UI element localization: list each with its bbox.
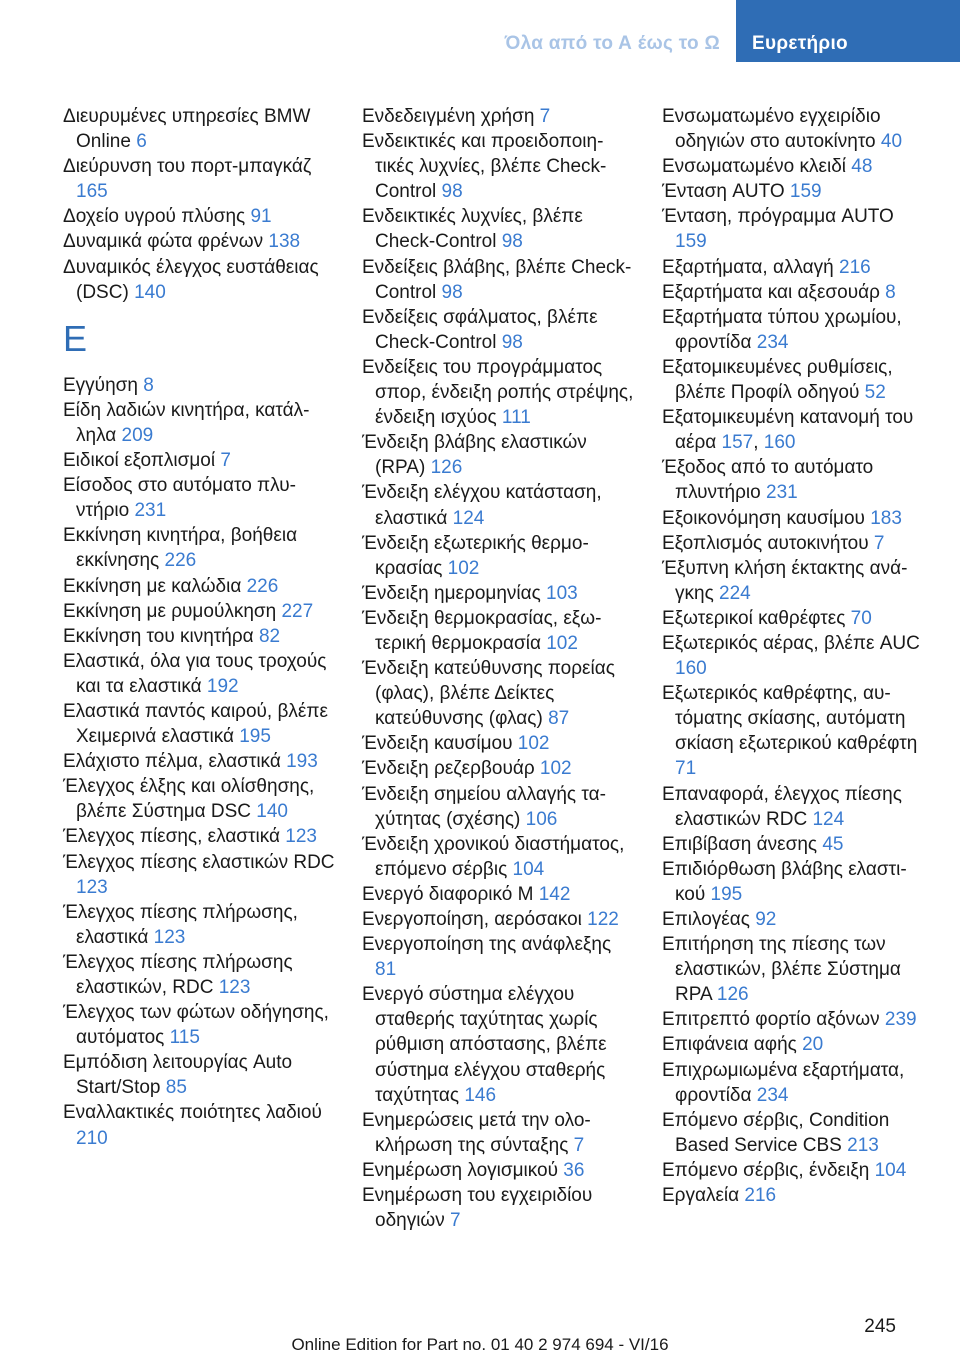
entry-text: Ειδικοί εξοπλισμοί xyxy=(63,450,221,472)
page-link[interactable]: 142 xyxy=(538,883,571,905)
page-link[interactable]: 7 xyxy=(539,106,551,127)
entry-text: Ενδείξεις σφάλματος, βλέπε Check-Control xyxy=(362,306,598,353)
index-entry xyxy=(362,731,634,756)
page-link[interactable]: 123 xyxy=(218,977,251,998)
page-link[interactable]: 140 xyxy=(134,281,166,303)
entry-text: Δυναμικός έλεγχος ευστάθειας (DSC) xyxy=(63,256,319,303)
entry-text: Ελάχιστο πέλμα, ελαστικά xyxy=(63,751,287,773)
entry-text: Εξωτερικοί καθρέφτες xyxy=(662,607,851,629)
entry-text: Ενεργό σύστημα ελέγχου σταθερής ταχύτητας χωρίς ρύθμιση απόστασης, βλέπε σύστημα ελέγχου σταθερής ταχύτητας xyxy=(362,984,607,1106)
page-link[interactable]: 40 xyxy=(880,131,903,153)
entry-text: Εκκίνηση με ρυμούλκηση xyxy=(63,600,282,622)
page-link[interactable]: 123 xyxy=(153,926,186,948)
page-link[interactable]: 71 xyxy=(675,758,697,780)
index-entry xyxy=(662,631,926,681)
entry-text: Επιφάνεια αφής xyxy=(662,1034,803,1056)
entry-text: Ενεργό διαφορικό M xyxy=(362,883,539,905)
index-entry xyxy=(63,574,335,599)
page-link[interactable]: 195 xyxy=(710,883,743,905)
page-link[interactable]: 193 xyxy=(286,751,318,773)
index-entry xyxy=(662,832,926,857)
index-entry xyxy=(362,656,634,731)
page-link[interactable]: 98 xyxy=(441,181,463,203)
entry-text: Εγγύηση xyxy=(63,374,144,396)
index-entry xyxy=(662,782,926,832)
page-link[interactable]: 82 xyxy=(258,625,281,647)
entry-text: Επιδιόρθωση βλάβης ελαστικού xyxy=(662,858,907,905)
page-link[interactable]: 159 xyxy=(675,231,707,253)
page-link[interactable]: 70 xyxy=(850,607,872,629)
entry-text: Ενημέρωση λογισμικού xyxy=(362,1159,564,1181)
index-entry xyxy=(662,1058,926,1108)
index-entry xyxy=(662,1032,926,1057)
index-entry xyxy=(63,774,335,824)
page-link[interactable]: 8 xyxy=(143,374,154,396)
page-link[interactable]: 102 xyxy=(447,557,480,579)
index-entry xyxy=(662,255,926,280)
index-entry xyxy=(63,473,335,523)
entry-text: Ενσωματωμένο εγχειρίδιο οδηγιών στο αυτοκίνητο xyxy=(662,106,881,153)
entry-text: Ελαστικά, όλα για τους τροχούς και τα ελαστικά xyxy=(63,650,327,697)
page-link[interactable]: 216 xyxy=(744,1185,777,1207)
page-link[interactable]: 192 xyxy=(206,675,239,697)
letter-heading: Ε xyxy=(63,317,88,359)
entry-text: Εξατομικευμένες ρυθμίσεις, βλέπε Προφίλ οδηγού xyxy=(662,356,893,404)
page-link[interactable]: 140 xyxy=(256,801,288,823)
index-entry xyxy=(662,531,926,556)
page-link[interactable]: 123 xyxy=(285,826,317,848)
entry-text: Επιτρεπτό φορτίο αξόνων xyxy=(662,1009,885,1031)
entry-text: Δοχείο υγρού πλύσης xyxy=(63,206,251,228)
page-link[interactable]: 126 xyxy=(716,984,749,1006)
index-entry xyxy=(662,857,926,907)
page-link[interactable]: 165 xyxy=(76,181,108,203)
page-link[interactable]: 183 xyxy=(870,507,902,529)
index-entry xyxy=(662,355,926,405)
entry-text: Επιλογέας xyxy=(662,909,756,930)
entry-text: Εξοικονόμηση καυσίμου xyxy=(662,507,871,529)
page-link[interactable]: 91 xyxy=(250,206,272,228)
page-link[interactable]: 8 xyxy=(885,281,896,303)
index-entry xyxy=(362,932,634,982)
entries-before xyxy=(63,104,335,305)
entry-text: Ένδειξη κατεύθυνσης πορείας (φλας), βλέπε Δείκτες κατεύθυνσης (φλας) xyxy=(362,658,615,730)
index-entry xyxy=(63,599,335,624)
page-link[interactable]: 224 xyxy=(719,582,751,604)
index-entry xyxy=(63,523,335,573)
index-entry xyxy=(63,373,335,398)
page-link[interactable]: 239 xyxy=(884,1009,917,1031)
index-entry xyxy=(362,104,634,129)
index-entry xyxy=(362,1158,634,1183)
index-entry xyxy=(362,129,634,204)
index-entry xyxy=(63,749,335,774)
entry-text: Εξωτερικός καθρέφτης, αυτόματης σκίασης, αυτόματη σκίαση εξωτερικού καθρέφτη xyxy=(662,683,918,755)
entry-text: Επιτήρηση της πίεσης των ελαστικών, βλέπε Σύστημα RPA xyxy=(662,934,901,1006)
page-link[interactable]: 20 xyxy=(802,1034,824,1056)
entry-text: Ένδειξη βλάβης ελαστικών (RPA) xyxy=(362,432,587,479)
page-link[interactable]: 210 xyxy=(76,1127,108,1149)
index-entry xyxy=(63,229,335,254)
index-entry xyxy=(63,824,335,849)
entry-text: Εκκίνηση με καλώδια xyxy=(63,575,247,597)
index-entry xyxy=(63,624,335,649)
entry-text: Έξυπνη κλήση έκτακτης ανάγκης xyxy=(662,557,908,604)
entry-text: Ενεργοποίηση της ανάφλεξης xyxy=(362,934,612,956)
index-entry xyxy=(662,907,926,932)
entry-text: Ενημερώσεις μετά την ολοκλήρωση της σύνταξης xyxy=(362,1109,591,1156)
entry-text: Επιχρωμιωμένα εξαρτήματα, φροντίδα xyxy=(662,1059,905,1106)
page-link[interactable]: 85 xyxy=(165,1077,187,1099)
index-entry xyxy=(63,1000,335,1050)
entry-text: Δυναμικά φώτα φρένων xyxy=(63,231,269,253)
index-entry xyxy=(362,430,634,480)
page-link[interactable]: 36 xyxy=(563,1159,585,1181)
index-entry xyxy=(362,982,634,1107)
entry-text: Ενδεικτικές και προειδοποιητικές λυχνίες, βλέπε Check-Control xyxy=(362,131,607,203)
index-tab[interactable]: Ευρετήριο xyxy=(736,0,960,62)
entry-text: Ένδειξη σημείου αλλαγής ταχύτητας (σχέσης) xyxy=(362,783,606,830)
page-link[interactable]: 7 xyxy=(873,532,885,554)
index-entry xyxy=(63,950,335,1000)
entry-text: Ενδεικτικές λυχνίες, βλέπε Check-Control xyxy=(362,206,583,253)
index-entry xyxy=(362,581,634,606)
entry-text: Ενσωματωμένο κλειδί xyxy=(662,156,852,178)
entry-text: Εμπόδιση λειτουργίας Auto Start/Stop xyxy=(63,1052,293,1099)
entry-text: Εξατομικευμένη κατανομή του αέρα xyxy=(662,407,914,454)
page-link[interactable]: 123 xyxy=(76,876,108,898)
index-entry xyxy=(662,455,926,505)
page-header xyxy=(0,0,960,62)
index-column-1 xyxy=(63,104,335,1151)
page-link[interactable]: 102 xyxy=(517,733,550,755)
entry-text: Ενεργοποίηση, αερόσακοι xyxy=(362,909,588,930)
index-entry xyxy=(362,907,634,932)
index-entry xyxy=(662,305,926,355)
page-link[interactable]: 103 xyxy=(546,582,578,604)
index-entry xyxy=(362,204,634,254)
index-entry xyxy=(63,204,335,229)
entry-text: Ένδειξη καυσίμου xyxy=(362,733,518,755)
index-entry xyxy=(662,932,926,1007)
entry-text: Έλεγχος πίεσης ελαστικών RDC xyxy=(63,851,335,873)
page-link[interactable]: 209 xyxy=(121,424,154,446)
entry-text: Εξαρτήματα, αλλαγή xyxy=(662,256,840,278)
page-link[interactable]: 7 xyxy=(220,450,231,472)
index-entry xyxy=(362,480,634,530)
page-link[interactable]: 160 xyxy=(763,432,796,454)
index-entry xyxy=(362,1108,634,1158)
index-column-3 xyxy=(662,104,926,1208)
page-link[interactable]: 104 xyxy=(874,1159,907,1181)
page-link[interactable]: 146 xyxy=(464,1084,497,1106)
page-link[interactable]: 102 xyxy=(546,632,578,654)
page-link[interactable]: 160 xyxy=(675,658,707,680)
page-link[interactable]: 45 xyxy=(822,833,844,855)
index-entry xyxy=(63,255,335,305)
entry-text: Εξοπλισμός αυτοκινήτου xyxy=(662,532,874,554)
index-entry xyxy=(662,179,926,204)
index-entry xyxy=(362,355,634,430)
page-link[interactable]: 7 xyxy=(450,1210,461,1232)
index-entry xyxy=(662,1158,926,1183)
page-link[interactable]: 122 xyxy=(587,909,619,930)
index-entry xyxy=(63,649,335,699)
entry-text: Εκκίνηση κινητήρα, βοήθεια εκκίνησης xyxy=(63,525,298,572)
index-entry xyxy=(662,556,926,606)
entry-text: Ενδείξεις του προγράμματος σπορ, ένδειξη ροπής στρέψης, ένδειξη ισχύος xyxy=(362,356,634,429)
index-entry xyxy=(362,305,634,355)
index-entry xyxy=(662,606,926,631)
page-link[interactable]: 226 xyxy=(246,575,279,597)
index-entry xyxy=(63,1100,335,1150)
page-link[interactable]: 126 xyxy=(430,457,463,479)
index-entry xyxy=(662,1183,926,1208)
page-link[interactable]: 216 xyxy=(839,256,871,278)
page-link[interactable]: 159 xyxy=(789,181,822,203)
entry-text: Επιβίβαση άνεσης xyxy=(662,833,823,855)
entry-text: Διευρυμένες υπηρεσίες BMW Online xyxy=(63,106,311,153)
page-link[interactable]: 226 xyxy=(164,550,197,572)
index-entry xyxy=(362,782,634,832)
entry-text: Εργαλεία xyxy=(662,1185,745,1207)
entry-text: Εκκίνηση του κινητήρα xyxy=(63,625,259,647)
entry-text: Εξαρτήματα και αξεσουάρ xyxy=(662,281,886,303)
page-link[interactable]: 231 xyxy=(134,500,167,522)
page-link[interactable]: 98 xyxy=(501,331,523,353)
entries xyxy=(362,104,634,1233)
page-link[interactable]: 231 xyxy=(766,482,798,504)
page-link[interactable]: 157 xyxy=(721,432,754,454)
entry-text: Επαναφορά, έλεγχος πίεσης ελαστικών RDC xyxy=(662,783,902,830)
entry-text: Έξοδος από το αυτόματο πλυντήριο xyxy=(662,457,874,504)
entry-text: Έλεγχος πίεσης πλήρωσης ελαστικών, RDC xyxy=(63,951,293,998)
index-entry xyxy=(662,204,926,254)
index-entry xyxy=(362,756,634,781)
entry-text: Ενδείξεις βλάβης, βλέπε Check-Control xyxy=(362,256,632,303)
page-link[interactable]: 106 xyxy=(525,808,558,830)
entry-text: Ένδειξη ρεζερβουάρ xyxy=(362,758,540,780)
entry-text: Έλεγχος των φώτων οδήγησης, αυτόματος xyxy=(63,1002,329,1049)
page-link[interactable]: 6 xyxy=(136,131,147,153)
page-link[interactable]: 92 xyxy=(755,909,777,930)
page-link[interactable]: 195 xyxy=(239,726,271,748)
page-link[interactable]: 234 xyxy=(756,331,789,353)
page-link[interactable]: 87 xyxy=(548,708,570,730)
entry-text: Ελαστικά παντός καιρού, βλέπε Χειμερινά ελαστικά xyxy=(63,700,328,748)
entry-text: Ενδεδειγμένη χρήση xyxy=(362,106,540,127)
section-title: Όλα από το Α έως το Ω xyxy=(485,0,736,62)
page-link[interactable]: 111 xyxy=(501,407,531,429)
entry-text: Είδη λαδιών κινητήρα, κατάλληλα xyxy=(63,399,310,446)
entry-text: Έλεγχος πίεσης, ελαστικά xyxy=(63,826,286,848)
entry-text: Επόμενο σέρβις, Condition Based Service CBS xyxy=(662,1109,890,1156)
index-entry xyxy=(63,900,335,950)
entry-text: Εξωτερικός αέρας, βλέπε AUC xyxy=(662,632,920,654)
index-entry xyxy=(63,699,335,749)
index-entry xyxy=(362,606,634,656)
index-entry xyxy=(362,832,634,882)
page-link[interactable]: 104 xyxy=(512,858,545,880)
page-link[interactable]: 213 xyxy=(847,1134,879,1156)
page-link[interactable]: 98 xyxy=(501,231,523,253)
page-link[interactable]: 138 xyxy=(268,231,301,253)
index-entry xyxy=(662,154,926,179)
entry-text: Εναλλακτικές ποιότητες λαδιού xyxy=(63,1102,322,1124)
index-entry xyxy=(63,448,335,473)
index-entry xyxy=(662,280,926,305)
index-entry xyxy=(362,531,634,581)
page-link[interactable]: 115 xyxy=(169,1027,200,1049)
index-entry xyxy=(662,506,926,531)
page-number: 245 xyxy=(864,1316,896,1337)
entry-text: Ενημέρωση του εγχειριδίου οδηγιών xyxy=(362,1185,593,1232)
entry-text: Είσοδος στο αυτόματο πλυντήριο xyxy=(63,475,296,522)
entries xyxy=(662,104,926,1208)
entry-text: Ένδειξη θερμοκρασίας, εξωτερική θερμοκρασία xyxy=(362,607,602,654)
entry-text: Εξαρτήματα τύπου χρωμίου, φροντίδα xyxy=(662,306,902,353)
index-column-2 xyxy=(362,104,634,1233)
index-entry xyxy=(362,882,634,907)
page-link[interactable]: 7 xyxy=(573,1134,585,1156)
entry-text: Έλεγχος έλξης και ολίσθησης, βλέπε Σύστημα DSC xyxy=(63,776,315,823)
entry-text: Επόμενο σέρβις, ένδειξη xyxy=(662,1159,875,1181)
page-link[interactable]: 124 xyxy=(812,808,845,830)
entry-text: Έλεγχος πίεσης πλήρωσης, ελαστικά xyxy=(63,901,298,948)
page-link[interactable]: 52 xyxy=(864,382,886,404)
entry-text: Ένδειξη ελέγχου κατάσταση, ελαστικά xyxy=(362,482,602,529)
index-entry xyxy=(63,1050,335,1100)
index-entry xyxy=(63,398,335,448)
page-link[interactable]: 234 xyxy=(756,1084,789,1106)
page-link[interactable]: 98 xyxy=(441,281,463,303)
index-entry xyxy=(362,255,634,305)
entry-text: Ένδειξη ημερομηνίας xyxy=(362,582,547,604)
entry-text: Ένδειξη εξωτερικής θερμοκρασίας xyxy=(362,532,589,579)
entry-text: Ένδειξη χρονικού διαστήματος, επόμενο σέρβις xyxy=(362,833,625,880)
index-entry xyxy=(662,1108,926,1158)
index-entry xyxy=(662,1007,926,1032)
page-link[interactable]: 124 xyxy=(452,507,485,529)
index-entry: Εξατομικευμένη κατανομή του αέρα 157, 160 xyxy=(662,407,914,454)
entries-after xyxy=(63,373,335,1151)
entry-text: Ένταση AUTO xyxy=(662,181,790,203)
entry-text: Διεύρυνση του πορτ-μπαγκάζ xyxy=(63,156,312,178)
page-link[interactable]: 81 xyxy=(375,959,397,981)
index-entry xyxy=(662,681,926,781)
entry-text: Ένταση, πρόγραμμα AUTO xyxy=(662,206,894,228)
index-entry xyxy=(63,154,335,204)
page-link[interactable]: 227 xyxy=(281,600,314,622)
index-entry xyxy=(63,850,335,900)
index-entry xyxy=(362,1183,634,1233)
page-link[interactable]: 48 xyxy=(851,156,873,178)
page-link[interactable]: 102 xyxy=(539,758,572,780)
footer-text: Online Edition for Part no. 01 40 2 974 694 - VI/16 xyxy=(291,1335,669,1354)
index-entry xyxy=(63,104,335,154)
index-entry xyxy=(662,104,926,154)
